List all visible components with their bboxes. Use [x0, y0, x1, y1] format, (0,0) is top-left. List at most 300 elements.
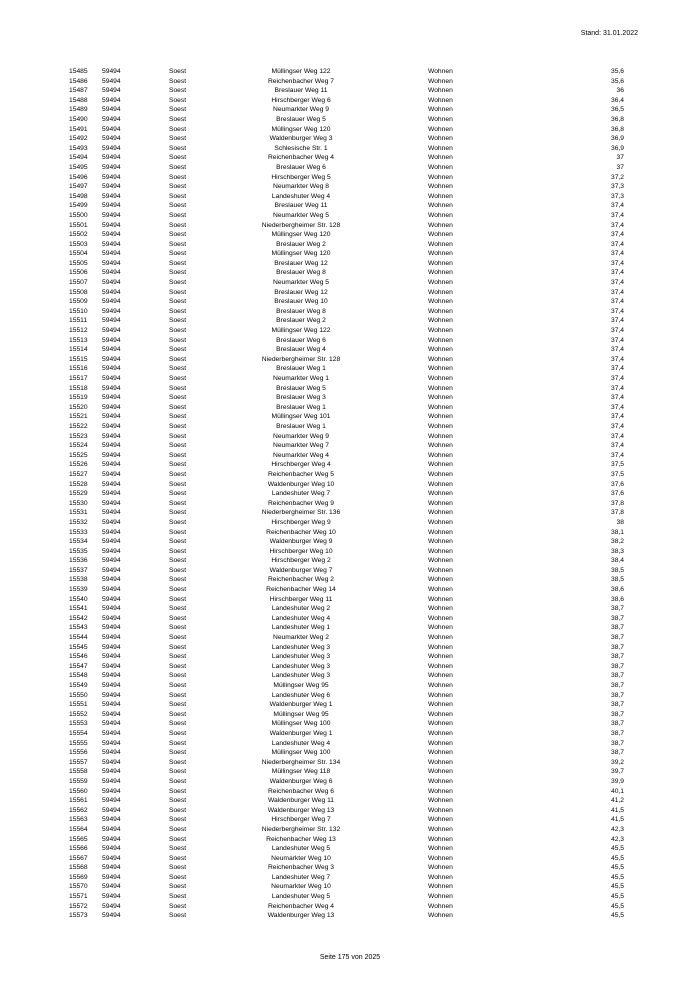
- row-id-cell: 15523: [69, 432, 88, 440]
- table-row: [66, 710, 624, 720]
- city-cell: Soest: [169, 442, 187, 450]
- city-cell: Soest: [169, 231, 187, 239]
- value-cell: 37,4: [610, 317, 624, 325]
- table-row: [66, 873, 624, 883]
- value-cell: 37,5: [610, 470, 624, 478]
- value-cell: 38,7: [610, 605, 624, 613]
- usage-type-cell: Wohnen: [428, 662, 453, 670]
- value-cell: 36,8: [610, 125, 624, 133]
- table-row: [66, 787, 624, 797]
- usage-type-cell: Wohnen: [428, 624, 453, 632]
- street-text: Müllingser Weg 100: [271, 749, 331, 757]
- usage-type-cell: Wohnen: [428, 470, 453, 478]
- street-text: Reichenbacher Weg 14: [266, 586, 336, 594]
- usage-type-cell: Wohnen: [428, 480, 453, 488]
- row-id-cell: 15498: [69, 192, 88, 200]
- table-row: [66, 556, 624, 566]
- street-text: Müllingser Weg 120: [271, 125, 331, 133]
- table-row: [66, 777, 624, 787]
- city-cell: Soest: [169, 634, 187, 642]
- row-id-cell: 15570: [69, 883, 88, 891]
- usage-type-cell: Wohnen: [428, 605, 453, 613]
- table-row: [66, 153, 624, 163]
- row-id-cell: 15524: [69, 442, 88, 450]
- row-id-cell: 15499: [69, 202, 88, 210]
- table-row: [66, 307, 624, 317]
- postal-code-cell: 59494: [102, 710, 121, 718]
- row-id-cell: 15533: [69, 528, 88, 536]
- city-cell: Soest: [169, 106, 187, 114]
- postal-code-cell: 59494: [102, 893, 121, 901]
- row-id-cell: 15528: [69, 480, 88, 488]
- value-cell: 37,2: [610, 173, 624, 181]
- row-id-cell: 15486: [69, 77, 88, 85]
- usage-type-cell: Wohnen: [428, 413, 453, 421]
- value-cell: 38,7: [610, 634, 624, 642]
- street-text: Neumarkter Weg 10: [271, 854, 331, 862]
- usage-type-cell: Wohnen: [428, 451, 453, 459]
- value-cell: 38,7: [610, 643, 624, 651]
- usage-type-cell: Wohnen: [428, 68, 453, 75]
- postal-code-cell: 59494: [102, 87, 121, 95]
- street-text: Breslauer Weg 11: [274, 87, 328, 95]
- usage-type-cell: Wohnen: [428, 682, 453, 689]
- postal-code-cell: 59494: [102, 221, 121, 229]
- street-text: Landeshuter Weg 1: [271, 624, 331, 632]
- usage-type-cell: Wohnen: [428, 576, 453, 584]
- street-text: Waldenburger Weg 9: [269, 538, 333, 546]
- city-cell: Soest: [169, 307, 187, 315]
- street-text: Breslauer Weg 1: [276, 365, 326, 373]
- city-cell: Soest: [169, 624, 187, 632]
- value-cell: 38,7: [610, 662, 624, 670]
- row-id-cell: 15543: [69, 624, 88, 632]
- row-id-cell: 15540: [69, 595, 88, 603]
- street-text: Breslauer Weg 11: [274, 202, 328, 210]
- value-cell: 42,3: [610, 825, 624, 833]
- usage-type-cell: Wohnen: [428, 96, 453, 104]
- street-text: Landeshuter Weg 5: [271, 893, 331, 901]
- city-cell: Soest: [169, 710, 187, 718]
- table-row: [66, 316, 624, 326]
- street-text: Landeshuter Weg 3: [271, 662, 331, 670]
- city-cell: Soest: [169, 279, 187, 287]
- row-id-cell: 15485: [69, 68, 88, 75]
- city-cell: Soest: [169, 682, 187, 689]
- postal-code-cell: 59494: [102, 183, 121, 191]
- city-cell: Soest: [169, 461, 187, 469]
- row-id-cell: 15559: [69, 777, 88, 785]
- value-cell: 45,5: [610, 864, 624, 872]
- postal-code-cell: 59494: [102, 864, 121, 872]
- row-id-cell: 15567: [69, 854, 88, 862]
- usage-type-cell: Wohnen: [428, 211, 453, 219]
- row-id-cell: 15505: [69, 259, 88, 267]
- city-cell: Soest: [169, 87, 187, 95]
- row-id-cell: 15501: [69, 221, 88, 229]
- table-row: [66, 528, 624, 538]
- street-text: Breslauer Weg 6: [276, 336, 326, 344]
- city-cell: Soest: [169, 854, 187, 862]
- row-id-cell: 15556: [69, 749, 88, 757]
- row-id-cell: 15518: [69, 384, 88, 392]
- city-cell: Soest: [169, 499, 187, 507]
- row-id-cell: 15531: [69, 509, 88, 517]
- street-text: Reichenbacher Weg 3: [267, 864, 335, 872]
- city-cell: Soest: [169, 576, 187, 584]
- usage-type-cell: Wohnen: [428, 538, 453, 546]
- usage-type-cell: Wohnen: [428, 106, 453, 114]
- value-cell: 37,4: [610, 288, 624, 296]
- table-row: [66, 230, 624, 240]
- street-text: Waldenburger Weg 13: [267, 806, 335, 814]
- row-id-cell: 15571: [69, 893, 88, 901]
- table-row: [66, 739, 624, 749]
- row-id-cell: 15493: [69, 144, 88, 152]
- postal-code-cell: 59494: [102, 749, 121, 757]
- city-cell: Soest: [169, 336, 187, 344]
- table-row: [66, 499, 624, 509]
- postal-code-cell: 59494: [102, 240, 121, 248]
- postal-code-cell: 59494: [102, 68, 121, 75]
- usage-type-cell: Wohnen: [428, 787, 453, 795]
- postal-code-cell: 59494: [102, 317, 121, 325]
- value-cell: 36,4: [610, 96, 624, 104]
- value-cell: 37,4: [610, 442, 624, 450]
- street-text: Müllingser Weg 118: [271, 768, 331, 776]
- usage-type-cell: Wohnen: [428, 173, 453, 181]
- value-cell: 37,4: [610, 336, 624, 344]
- table-row: [66, 297, 624, 307]
- city-cell: Soest: [169, 154, 187, 162]
- table-row: [66, 518, 624, 528]
- usage-type-cell: Wohnen: [428, 327, 453, 335]
- usage-type-cell: Wohnen: [428, 432, 453, 440]
- row-id-cell: 15502: [69, 231, 88, 239]
- row-id-cell: 15510: [69, 307, 88, 315]
- postal-code-cell: 59494: [102, 144, 121, 152]
- street-text: Reichenbacher Weg 4: [267, 902, 335, 910]
- usage-type-cell: Wohnen: [428, 346, 453, 354]
- stand-date: Stand: 31.01.2022: [580, 30, 638, 37]
- postal-code-cell: 59494: [102, 135, 121, 143]
- value-cell: 37,4: [610, 451, 624, 459]
- street-text: Neumarkter Weg 9: [273, 432, 329, 440]
- value-cell: 36,9: [610, 144, 624, 152]
- usage-type-cell: Wohnen: [428, 365, 453, 373]
- city-cell: Soest: [169, 672, 187, 680]
- table-row: [66, 134, 624, 144]
- city-cell: Soest: [169, 729, 187, 737]
- usage-type-cell: Wohnen: [428, 422, 453, 430]
- usage-type-cell: Wohnen: [428, 461, 453, 469]
- street-text: Neumarkter Weg 1: [273, 375, 329, 382]
- table-row: [66, 691, 624, 701]
- value-cell: 45,5: [610, 873, 624, 881]
- row-id-cell: 15515: [69, 355, 88, 363]
- street-text: Neumarkter Weg 9: [273, 106, 329, 114]
- street-text: Reichenbacher Weg 5: [267, 470, 335, 478]
- row-id-cell: 15494: [69, 154, 88, 162]
- usage-type-cell: Wohnen: [428, 336, 453, 344]
- street-text: Neumarkter Weg 2: [273, 634, 329, 642]
- table-row: [66, 489, 624, 499]
- street-text: Neumarkter Weg 7: [273, 442, 329, 450]
- row-id-cell: 15545: [69, 643, 88, 651]
- usage-type-cell: Wohnen: [428, 816, 453, 824]
- postal-code-cell: 59494: [102, 835, 121, 843]
- row-id-cell: 15506: [69, 269, 88, 277]
- value-cell: 45,5: [610, 902, 624, 910]
- row-id-cell: 15551: [69, 701, 88, 709]
- value-cell: 38,7: [610, 653, 624, 661]
- usage-type-cell: Wohnen: [428, 518, 453, 526]
- data-table: [66, 67, 624, 921]
- value-cell: 37,4: [610, 346, 624, 354]
- postal-code-cell: 59494: [102, 269, 121, 277]
- table-row: [66, 729, 624, 739]
- street-text: Landeshuter Weg 4: [271, 192, 331, 200]
- value-cell: 38,4: [610, 557, 624, 565]
- usage-type-cell: Wohnen: [428, 672, 453, 680]
- table-row: [66, 844, 624, 854]
- value-cell: 37,3: [610, 192, 624, 200]
- table-row: [66, 460, 624, 470]
- city-cell: Soest: [169, 912, 187, 920]
- postal-code-cell: 59494: [102, 806, 121, 814]
- table-row: [66, 144, 624, 154]
- value-cell: 38,3: [610, 547, 624, 555]
- value-cell: 38,7: [610, 729, 624, 737]
- street-text: Breslauer Weg 8: [276, 269, 326, 277]
- usage-type-cell: Wohnen: [428, 375, 453, 382]
- street-text: Breslauer Weg 2: [276, 240, 326, 248]
- usage-type-cell: Wohnen: [428, 183, 453, 191]
- value-cell: 45,5: [610, 845, 624, 853]
- street-text: Reichenbacher Weg 2: [267, 576, 335, 584]
- usage-type-cell: Wohnen: [428, 806, 453, 814]
- table-row: [66, 441, 624, 451]
- value-cell: 37,4: [610, 432, 624, 440]
- value-cell: 35,6: [610, 77, 624, 85]
- postal-code-cell: 59494: [102, 797, 121, 805]
- street-text: Landeshuter Weg 3: [271, 672, 331, 680]
- table-row: [66, 403, 624, 413]
- table-row: [66, 115, 624, 125]
- value-cell: 42,3: [610, 835, 624, 843]
- value-cell: 37,4: [610, 355, 624, 363]
- postal-code-cell: 59494: [102, 307, 121, 315]
- value-cell: 38,6: [610, 595, 624, 603]
- row-id-cell: 15492: [69, 135, 88, 143]
- city-cell: Soest: [169, 470, 187, 478]
- city-cell: Soest: [169, 173, 187, 181]
- street-text: Waldenburger Weg 10: [267, 480, 335, 488]
- street-text: Niederbergheimer Str. 132: [261, 825, 341, 833]
- value-cell: 36,5: [610, 106, 624, 114]
- postal-code-cell: 59494: [102, 729, 121, 737]
- usage-type-cell: Wohnen: [428, 547, 453, 555]
- value-cell: 39,7: [610, 768, 624, 776]
- postal-code-cell: 59494: [102, 211, 121, 219]
- row-id-cell: 15525: [69, 451, 88, 459]
- city-cell: Soest: [169, 490, 187, 498]
- usage-type-cell: Wohnen: [428, 825, 453, 833]
- usage-type-cell: Wohnen: [428, 307, 453, 315]
- row-id-cell: 15511: [69, 317, 88, 325]
- postal-code-cell: 59494: [102, 825, 121, 833]
- value-cell: 36,8: [610, 115, 624, 123]
- postal-code-cell: 59494: [102, 509, 121, 517]
- postal-code-cell: 59494: [102, 394, 121, 402]
- city-cell: Soest: [169, 643, 187, 651]
- street-text: Breslauer Weg 2: [276, 317, 326, 325]
- street-text: Hirschberger Weg 4: [271, 461, 331, 469]
- row-id-cell: 15537: [69, 566, 88, 574]
- value-cell: 36: [616, 87, 624, 95]
- usage-type-cell: Wohnen: [428, 749, 453, 757]
- table-row: [66, 882, 624, 892]
- table-row: [66, 652, 624, 662]
- city-cell: Soest: [169, 250, 187, 258]
- value-cell: 38,1: [610, 528, 624, 536]
- usage-type-cell: Wohnen: [428, 115, 453, 123]
- postal-code-cell: 59494: [102, 854, 121, 862]
- row-id-cell: 15489: [69, 106, 88, 114]
- city-cell: Soest: [169, 355, 187, 363]
- postal-code-cell: 59494: [102, 701, 121, 709]
- value-cell: 37,4: [610, 250, 624, 258]
- city-cell: Soest: [169, 902, 187, 910]
- street-text: Müllingser Weg 95: [273, 682, 329, 689]
- city-cell: Soest: [169, 653, 187, 661]
- usage-type-cell: Wohnen: [428, 557, 453, 565]
- postal-code-cell: 59494: [102, 576, 121, 584]
- postal-code-cell: 59494: [102, 451, 121, 459]
- street-text: Landeshuter Weg 2: [271, 605, 331, 613]
- value-cell: 38,7: [610, 710, 624, 718]
- value-cell: 37,8: [610, 499, 624, 507]
- street-text: Breslauer Weg 8: [276, 307, 326, 315]
- postal-code-cell: 59494: [102, 355, 121, 363]
- street-text: Waldenburger Weg 1: [269, 701, 333, 709]
- row-id-cell: 15495: [69, 163, 88, 171]
- row-id-cell: 15569: [69, 873, 88, 881]
- city-cell: Soest: [169, 317, 187, 325]
- postal-code-cell: 59494: [102, 461, 121, 469]
- postal-code-cell: 59494: [102, 422, 121, 430]
- street-text: Müllingser Weg 101: [271, 413, 331, 421]
- usage-type-cell: Wohnen: [428, 442, 453, 450]
- table-row: [66, 326, 624, 336]
- value-cell: 38,5: [610, 566, 624, 574]
- row-id-cell: 15541: [69, 605, 88, 613]
- usage-type-cell: Wohnen: [428, 77, 453, 85]
- usage-type-cell: Wohnen: [428, 854, 453, 862]
- city-cell: Soest: [169, 806, 187, 814]
- postal-code-cell: 59494: [102, 758, 121, 766]
- table-row: [66, 336, 624, 346]
- table-row: [66, 96, 624, 106]
- usage-type-cell: Wohnen: [428, 135, 453, 143]
- street-text: Müllingser Weg 122: [271, 68, 331, 75]
- city-cell: Soest: [169, 259, 187, 267]
- usage-type-cell: Wohnen: [428, 902, 453, 910]
- city-cell: Soest: [169, 269, 187, 277]
- value-cell: 37,4: [610, 384, 624, 392]
- postal-code-cell: 59494: [102, 566, 121, 574]
- table-row: [66, 835, 624, 845]
- row-id-cell: 15526: [69, 461, 88, 469]
- postal-code-cell: 59494: [102, 595, 121, 603]
- usage-type-cell: Wohnen: [428, 355, 453, 363]
- postal-code-cell: 59494: [102, 586, 121, 594]
- value-cell: 37,4: [610, 240, 624, 248]
- row-id-cell: 15503: [69, 240, 88, 248]
- value-cell: 41,5: [610, 806, 624, 814]
- street-text: Breslauer Weg 4: [276, 346, 326, 354]
- row-id-cell: 15550: [69, 691, 88, 699]
- postal-code-cell: 59494: [102, 499, 121, 507]
- postal-code-cell: 59494: [102, 653, 121, 661]
- row-id-cell: 15542: [69, 614, 88, 622]
- street-text: Breslauer Weg 5: [276, 115, 326, 123]
- city-cell: Soest: [169, 787, 187, 795]
- street-text: Niederbergheimer Str. 128: [261, 221, 341, 229]
- postal-code-cell: 59494: [102, 768, 121, 776]
- value-cell: 37,4: [610, 375, 624, 382]
- table-row: [66, 201, 624, 211]
- city-cell: Soest: [169, 240, 187, 248]
- street-text: Reichenbacher Weg 4: [267, 154, 335, 162]
- value-cell: 41,5: [610, 816, 624, 824]
- table-row: [66, 393, 624, 403]
- postal-code-cell: 59494: [102, 682, 121, 689]
- row-id-cell: 15552: [69, 710, 88, 718]
- table-row: [66, 105, 624, 115]
- city-cell: Soest: [169, 115, 187, 123]
- street-text: Müllingser Weg 120: [271, 231, 331, 239]
- table-row: [66, 288, 624, 298]
- table-row: [66, 854, 624, 864]
- table-row: [66, 719, 624, 729]
- usage-type-cell: Wohnen: [428, 864, 453, 872]
- street-text: Breslauer Weg 10: [274, 298, 328, 306]
- row-id-cell: 15500: [69, 211, 88, 219]
- value-cell: 38,6: [610, 586, 624, 594]
- postal-code-cell: 59494: [102, 624, 121, 632]
- page-number: Seite 175 von 2025: [319, 954, 381, 961]
- value-cell: 41,2: [610, 797, 624, 805]
- row-id-cell: 15532: [69, 518, 88, 526]
- street-text: Waldenburger Weg 6: [269, 777, 333, 785]
- postal-code-cell: 59494: [102, 528, 121, 536]
- postal-code-cell: 59494: [102, 787, 121, 795]
- table-row: [66, 796, 624, 806]
- city-cell: Soest: [169, 691, 187, 699]
- table-row: [66, 806, 624, 816]
- city-cell: Soest: [169, 701, 187, 709]
- value-cell: 38,7: [610, 701, 624, 709]
- table-row: [66, 825, 624, 835]
- row-id-cell: 15554: [69, 729, 88, 737]
- value-cell: 38,7: [610, 682, 624, 689]
- value-cell: 37,4: [610, 307, 624, 315]
- usage-type-cell: Wohnen: [428, 490, 453, 498]
- table-row: [66, 566, 624, 576]
- postal-code-cell: 59494: [102, 259, 121, 267]
- value-cell: 37,4: [610, 365, 624, 373]
